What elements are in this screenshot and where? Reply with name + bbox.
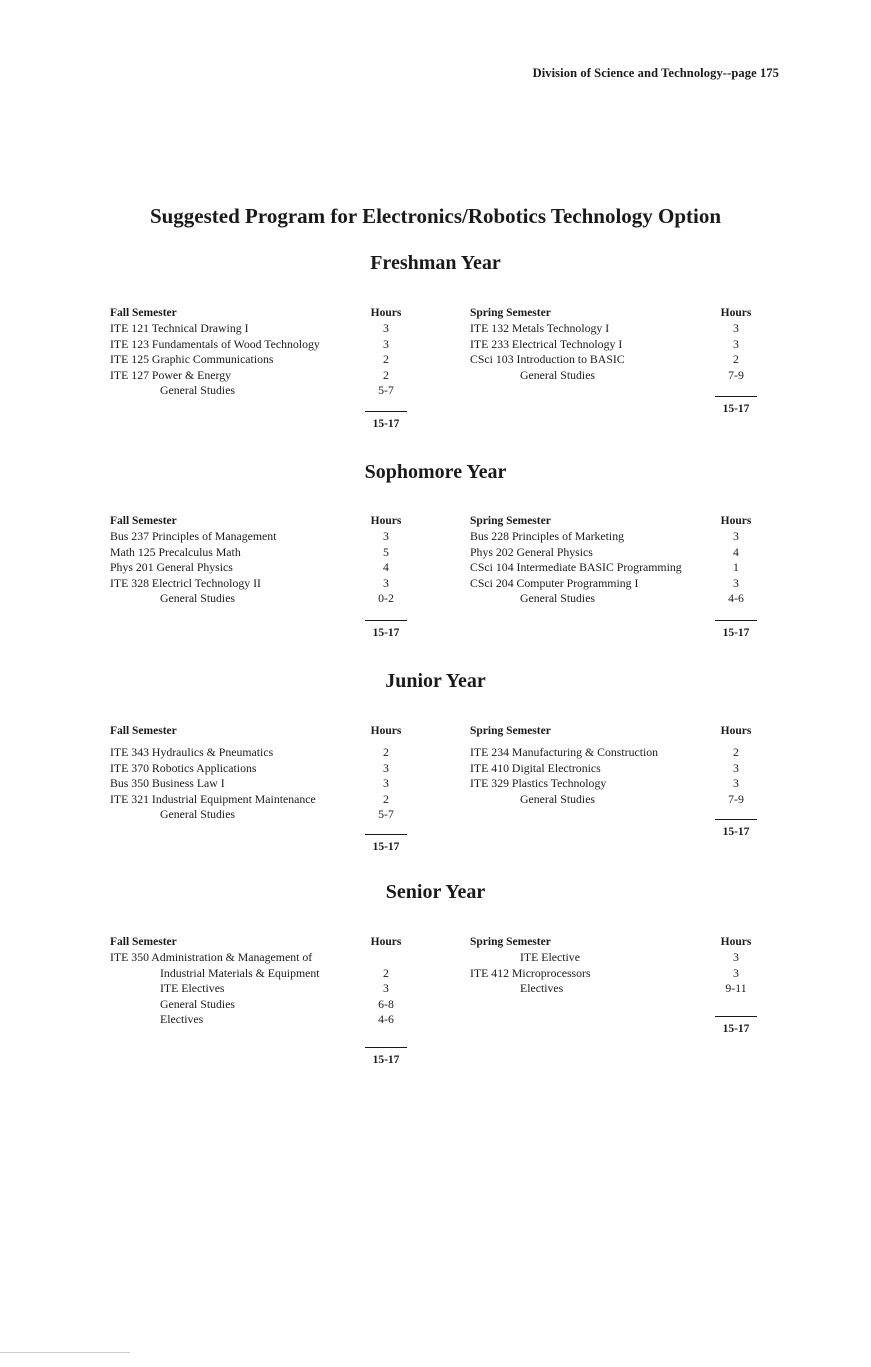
course-hours: 3 xyxy=(383,529,389,543)
course-name: Industrial Materials & Equipment xyxy=(160,965,320,980)
course-row xyxy=(110,761,420,777)
course-hours: 4 xyxy=(383,560,389,575)
course-name: General Studies xyxy=(160,996,236,1011)
semester-total: 15-17 xyxy=(722,826,750,838)
course-row xyxy=(110,792,420,808)
course-name: ITE Electives xyxy=(160,981,225,996)
course-name: CSci 204 Computer Programming I xyxy=(470,575,639,590)
page-title: Suggested Program for Electronics/Robotics Technology Option xyxy=(149,204,722,228)
course-hours: 4 xyxy=(733,544,739,559)
semester-total: 15-17 xyxy=(372,841,400,853)
spring-semester-column xyxy=(470,514,770,639)
course-row xyxy=(470,576,770,592)
total-rule xyxy=(715,1016,757,1017)
course-row xyxy=(470,761,770,777)
semester-total: 15-17 xyxy=(372,627,400,639)
year-block-senior xyxy=(0,935,871,1095)
course-name: CSci 104 Intermediate BASIC Programming xyxy=(470,560,682,575)
course-name: Bus 237 Principles of Management xyxy=(110,529,277,543)
course-row xyxy=(470,529,770,545)
course-hours: 3 xyxy=(733,965,739,980)
course-hours: 3 xyxy=(383,321,389,335)
semester-total: 15-17 xyxy=(722,403,750,415)
course-name: ITE 328 Electricl Technology II xyxy=(110,575,261,590)
course-row xyxy=(110,352,420,368)
year-title-senior: Senior Year xyxy=(385,881,486,903)
course-name: Electives xyxy=(520,981,564,996)
course-row xyxy=(110,321,420,337)
hours-heading: Hours xyxy=(370,936,402,948)
course-name: ITE 343 Hydraulics & Pneumatics xyxy=(110,745,274,759)
course-hours: 4-6 xyxy=(378,1012,394,1027)
course-hours: 7-9 xyxy=(728,791,744,806)
course-name: General Studies xyxy=(160,383,236,398)
course-row xyxy=(110,776,420,792)
semester-total: 15-17 xyxy=(722,1023,750,1035)
course-name: ITE 410 Digital Electronics xyxy=(470,760,601,775)
course-name: Phys 202 General Physics xyxy=(470,544,593,559)
page-header: Division of Science and Technology--page 175 xyxy=(532,66,779,80)
hours-heading: Hours xyxy=(370,515,402,527)
course-name: Bus 228 Principles of Marketing xyxy=(470,529,624,543)
hours-heading: Hours xyxy=(720,515,752,527)
total-rule xyxy=(365,411,407,412)
course-name: Math 125 Precalculus Math xyxy=(110,544,241,559)
semester-heading: Fall Semester xyxy=(110,936,177,948)
course-row xyxy=(110,981,420,997)
course-row xyxy=(470,352,770,368)
semester-total: 15-17 xyxy=(372,418,400,430)
course-hours: 2 xyxy=(383,367,389,382)
spring-semester-column xyxy=(470,306,770,415)
course-hours: 1 xyxy=(733,560,739,575)
course-row xyxy=(110,591,420,607)
course-row xyxy=(470,337,770,353)
total-rule xyxy=(365,834,407,835)
semester-total: 15-17 xyxy=(722,627,750,639)
total-rule xyxy=(365,620,407,621)
course-hours: 0-2 xyxy=(378,591,394,606)
semester-heading: Spring Semester xyxy=(470,936,551,948)
course-row xyxy=(110,966,420,982)
course-name: General Studies xyxy=(520,591,596,606)
course-hours: 3 xyxy=(733,575,739,590)
fall-semester-column xyxy=(110,514,420,639)
course-name: General Studies xyxy=(160,807,236,822)
year-title-freshman: Freshman Year xyxy=(370,252,501,274)
course-hours: 3 xyxy=(733,336,739,351)
semester-heading: Fall Semester xyxy=(110,307,177,319)
course-row xyxy=(470,745,770,761)
course-row xyxy=(110,383,420,399)
course-row xyxy=(470,591,770,607)
course-hours: 3 xyxy=(733,950,739,964)
fall-semester-column xyxy=(110,935,420,1066)
course-hours: 9-11 xyxy=(725,981,747,996)
course-row xyxy=(110,950,420,966)
course-hours: 3 xyxy=(383,981,389,996)
course-row xyxy=(110,807,420,823)
course-name: General Studies xyxy=(520,791,596,806)
spring-semester-column xyxy=(470,724,770,838)
total-rule xyxy=(715,620,757,621)
course-name: ITE 123 Fundamentals of Wood Technology xyxy=(110,336,320,351)
course-hours: 3 xyxy=(383,760,389,775)
course-hours: 6-8 xyxy=(378,996,394,1011)
course-hours: 3 xyxy=(733,529,739,543)
year-title-sophomore: Sophomore Year xyxy=(364,461,507,483)
course-row xyxy=(110,745,420,761)
course-name: ITE 121 Technical Drawing I xyxy=(110,321,249,335)
course-name: ITE 233 Electrical Technology I xyxy=(470,336,623,351)
course-hours: 5-7 xyxy=(378,807,394,822)
fall-semester-column xyxy=(110,724,420,853)
semester-heading: Spring Semester xyxy=(470,515,551,527)
total-rule xyxy=(715,396,757,397)
hours-heading: Hours xyxy=(720,725,752,737)
course-name: ITE 127 Power & Energy xyxy=(110,367,232,382)
footer-rule xyxy=(0,1352,130,1353)
semester-heading: Spring Semester xyxy=(470,307,551,319)
course-hours: 3 xyxy=(383,336,389,351)
course-hours: 3 xyxy=(733,760,739,775)
course-hours: 2 xyxy=(383,965,389,980)
course-row xyxy=(470,368,770,384)
semester-heading: Fall Semester xyxy=(110,515,177,527)
course-row xyxy=(110,560,420,576)
course-row xyxy=(470,792,770,808)
course-name: ITE 370 Robotics Applications xyxy=(110,760,257,775)
course-row xyxy=(470,966,770,982)
course-hours: 3 xyxy=(383,575,389,590)
course-hours: 2 xyxy=(383,745,389,759)
course-hours: 3 xyxy=(733,776,739,791)
course-row xyxy=(110,545,420,561)
hours-heading: Hours xyxy=(720,936,752,948)
course-row xyxy=(470,545,770,561)
total-rule xyxy=(365,1047,407,1048)
course-row xyxy=(110,1012,420,1028)
course-name: ITE 329 Plastics Technology xyxy=(470,776,607,791)
course-name: Bus 350 Business Law I xyxy=(110,776,225,791)
course-hours: 7-9 xyxy=(728,367,744,382)
course-hours: 2 xyxy=(733,745,739,759)
course-row xyxy=(110,368,420,384)
hours-heading: Hours xyxy=(370,725,402,737)
course-hours: 2 xyxy=(383,791,389,806)
course-name: ITE 321 Industrial Equipment Maintenance xyxy=(110,791,316,806)
hours-heading: Hours xyxy=(370,307,402,319)
semester-heading: Spring Semester xyxy=(470,725,551,737)
course-name: ITE 234 Manufacturing & Construction xyxy=(470,745,659,759)
year-block-freshman xyxy=(0,306,871,466)
total-rule xyxy=(715,819,757,820)
course-row xyxy=(110,997,420,1013)
course-hours: 3 xyxy=(383,776,389,791)
semester-heading: Fall Semester xyxy=(110,725,177,737)
year-block-sophomore xyxy=(0,514,871,674)
course-hours: 2 xyxy=(733,352,739,367)
course-name: ITE 412 Microprocessors xyxy=(470,965,591,980)
year-block-junior xyxy=(0,724,871,884)
course-hours: 5 xyxy=(383,544,389,559)
course-row xyxy=(110,529,420,545)
course-row xyxy=(470,981,770,997)
course-hours: 4-6 xyxy=(728,591,744,606)
course-name: ITE 132 Metals Technology I xyxy=(470,321,610,335)
spring-semester-column xyxy=(470,935,770,1035)
course-name: Phys 201 General Physics xyxy=(110,560,233,575)
course-hours: 2 xyxy=(383,352,389,367)
year-title-junior: Junior Year xyxy=(385,670,486,692)
course-hours: 5-7 xyxy=(378,383,394,398)
fall-semester-column xyxy=(110,306,420,430)
course-name: ITE 125 Graphic Communications xyxy=(110,352,274,367)
course-name: Electives xyxy=(160,1012,204,1027)
semester-total: 15-17 xyxy=(372,1054,400,1066)
course-name: General Studies xyxy=(520,367,596,382)
course-row xyxy=(470,776,770,792)
course-row xyxy=(470,321,770,337)
hours-heading: Hours xyxy=(720,307,752,319)
course-name: CSci 103 Introduction to BASIC xyxy=(470,352,625,367)
course-name: ITE Elective xyxy=(520,950,580,964)
course-row xyxy=(110,576,420,592)
course-name: ITE 350 Administration & Management of xyxy=(110,950,313,964)
course-row xyxy=(470,950,770,966)
course-name: General Studies xyxy=(160,591,236,606)
course-row xyxy=(470,560,770,576)
course-row xyxy=(110,337,420,353)
course-hours: 3 xyxy=(733,321,739,335)
